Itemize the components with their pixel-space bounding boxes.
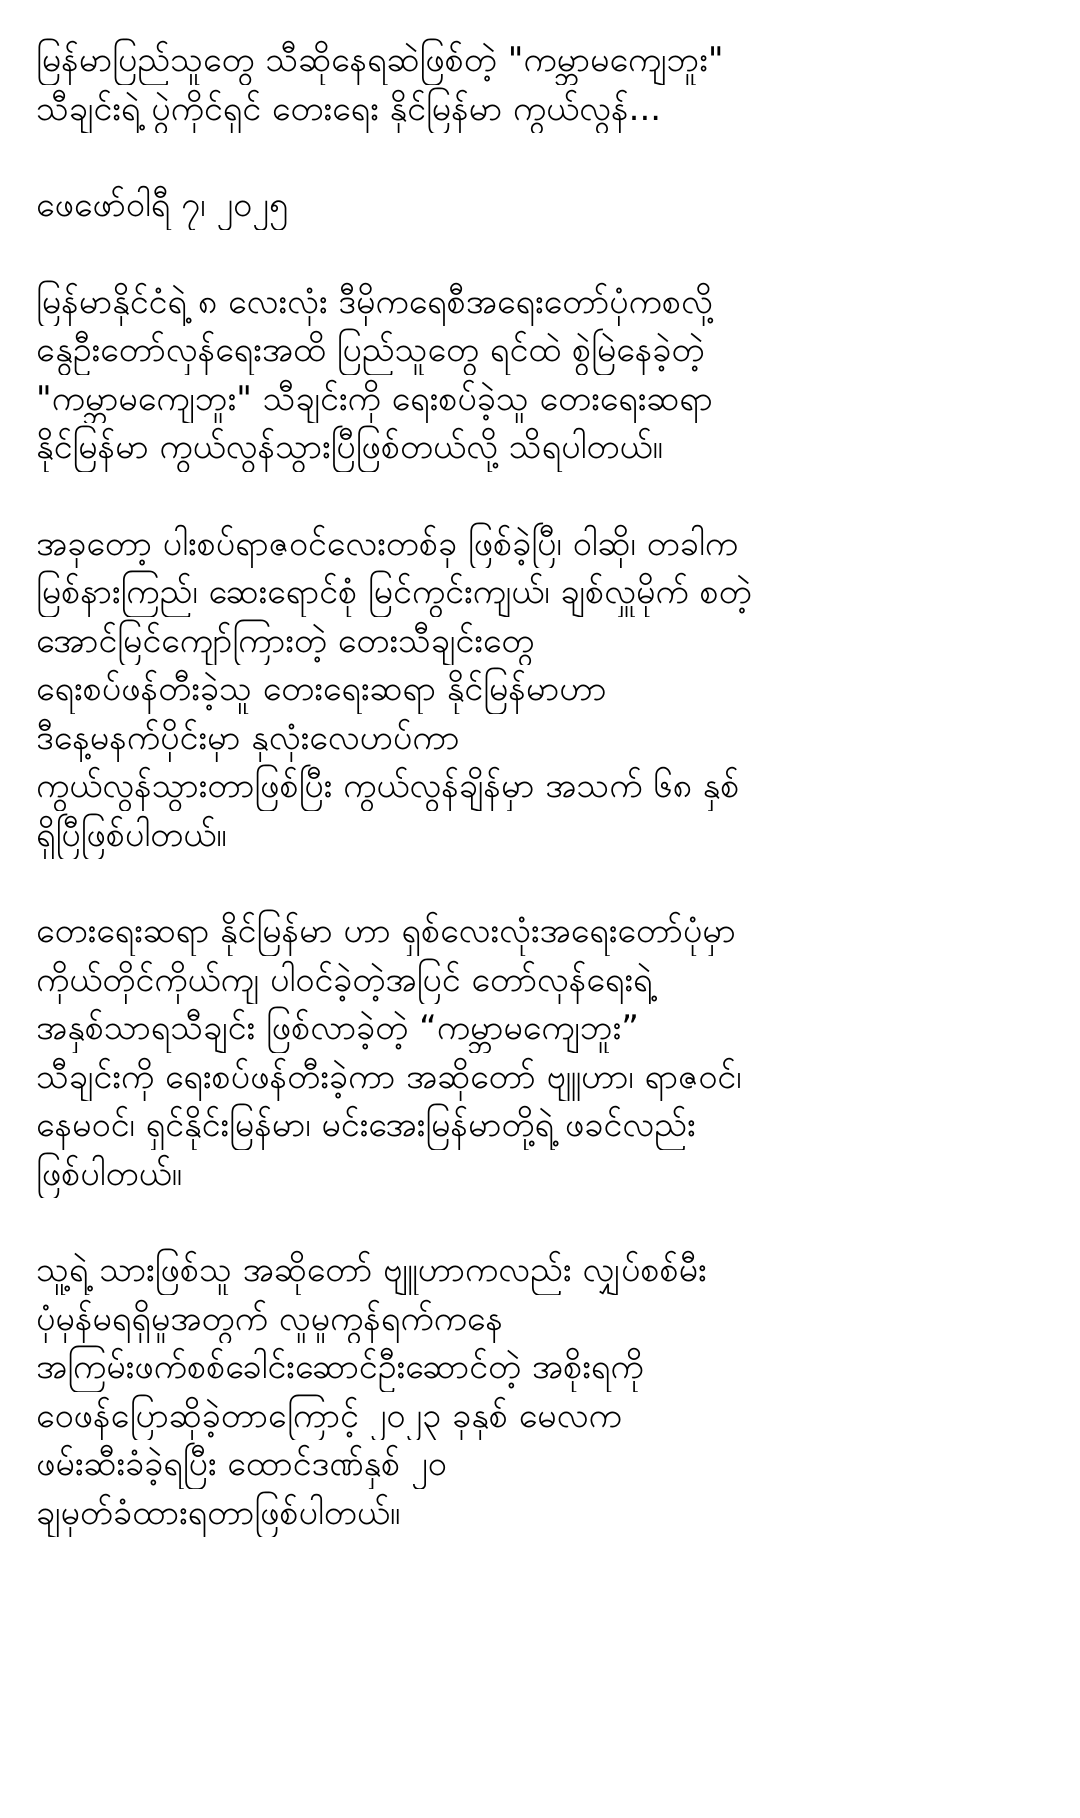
article-paragraph [36,1246,1044,1537]
text-line: ရှိပြီဖြစ်ပါတယ်။ [36,814,227,855]
text-line: ဖမ်းဆီးခံခဲ့ရပြီး ထောင်ဒဏ်နှစ် ၂၀ [36,1444,447,1484]
text-line: အကြမ်းဖက်စစ်ခေါင်းဆောင်ဦးဆောင်တဲ့ အစိုးရကို [36,1347,644,1387]
text-line: မြန်မာပြည်သူတွေ သီဆိုနေရဆဲဖြစ်တဲ့ "ကမ္ဘာမကျေဘူး" [36,40,724,80]
text-line: ကွယ်လွန်သွားတာဖြစ်ပြီး ကွယ်လွန်ချိန်မှာ အသက် ၆၈ နှစ် [36,766,740,806]
text-line: သီချင်းကို ရေးစပ်ဖန်တီးခဲ့ကာ အဆိုတော် ဗျူဟာ၊ ရာဇဝင်၊ [36,1056,742,1097]
text-line: သီချင်းရဲ့ ပွဲကိုင်ရှင် တေးရေး နိုင်မြန်မာ ကွယ်လွန်... [36,88,662,129]
article-paragraph [36,278,1044,472]
text-line: ဝေဖန်ပြောဆိုခဲ့တာကြောင့် ၂၀၂၃ ခုနှစ် မေလက [36,1395,622,1436]
text-line: ချမှတ်ခံထားရတာဖြစ်ပါတယ်။ [36,1492,401,1533]
text-line: "ကမ္ဘာမကျေဘူး" သီချင်းကို ရေးစပ်ခဲ့သူ တေးရေးဆရာ [36,378,713,419]
text-line: နေမဝင်၊ ရှင်နိုင်းမြန်မာ၊ မင်းအေးမြန်မာတို့ရဲ့ ဖခင်လည်း [36,1105,696,1145]
text-line: မြစ်နားကြည်၊ ဆေးရောင်စုံ မြင်ကွင်းကျယ်၊ ချစ်လှူမိုက် စတဲ့ [36,572,752,612]
text-line: ကိုယ်တိုင်ကိုယ်ကျ ပါဝင်ခဲ့တဲ့အပြင် တော်လှန်ရေးရဲ့ [36,959,653,1000]
text-line: တေးရေးဆရာ နိုင်မြန်မာ ဟာ ရှစ်လေးလုံးအရေးတော်ပုံမှာ [36,911,736,951]
text-line: ဖေဖော်ဝါရီ ၇၊ ၂၀၂၅ [36,185,289,225]
text-line: ရေးစပ်ဖန်တီးခဲ့သူ တေးရေးဆရာ နိုင်မြန်မာဟာ [36,669,607,709]
article-date [36,181,1044,230]
text-line: အောင်မြင်ကျော်ကြားတဲ့ တေးသီချင်းတွေ [36,620,535,661]
article-paragraph [36,520,1044,860]
text-line: နိုင်မြန်မာ ကွယ်လွန်သွားပြီဖြစ်တယ်လို့ သိရပါတယ်။ [36,427,663,467]
text-line: နွေဦးတော်လှန်ရေးအထိ ပြည်သူတွေ ရင်ထဲ စွဲမြဲနေခဲ့တဲ့ [36,330,705,370]
text-line: အခုတော့ ပါးစပ်ရာဇဝင်လေးတစ်ခု ဖြစ်ခဲ့ပြီ၊ ဝါဆို၊ တခါက [36,523,738,564]
text-line: ဖြစ်ပါတယ်။ [36,1153,182,1194]
text-line: သူ့ရဲ့ သားဖြစ်သူ အဆိုတော် ဗျူဟာကလည်း လျှပ်စစ်မီး [36,1250,707,1290]
text-line: ဒီနေ့မနက်ပိုင်းမှာ နှလုံးလေဟပ်ကာ [36,717,460,758]
article-headline [36,36,1044,133]
article-paragraph [36,907,1044,1198]
text-line: ပုံမှန်မရရှိမှုအတွက် လူမှုကွန်ရက်ကနေ [36,1298,503,1339]
text-line: မြန်မာနိုင်ငံရဲ့ ၈ လေးလုံး ဒီမိုကရေစီအရေးတော်ပုံကစလို့ [36,281,713,322]
text-line: အနှစ်သာရသီချင်း ဖြစ်လာခဲ့တဲ့ “ကမ္ဘာမကျေဘူး” [36,1008,639,1048]
